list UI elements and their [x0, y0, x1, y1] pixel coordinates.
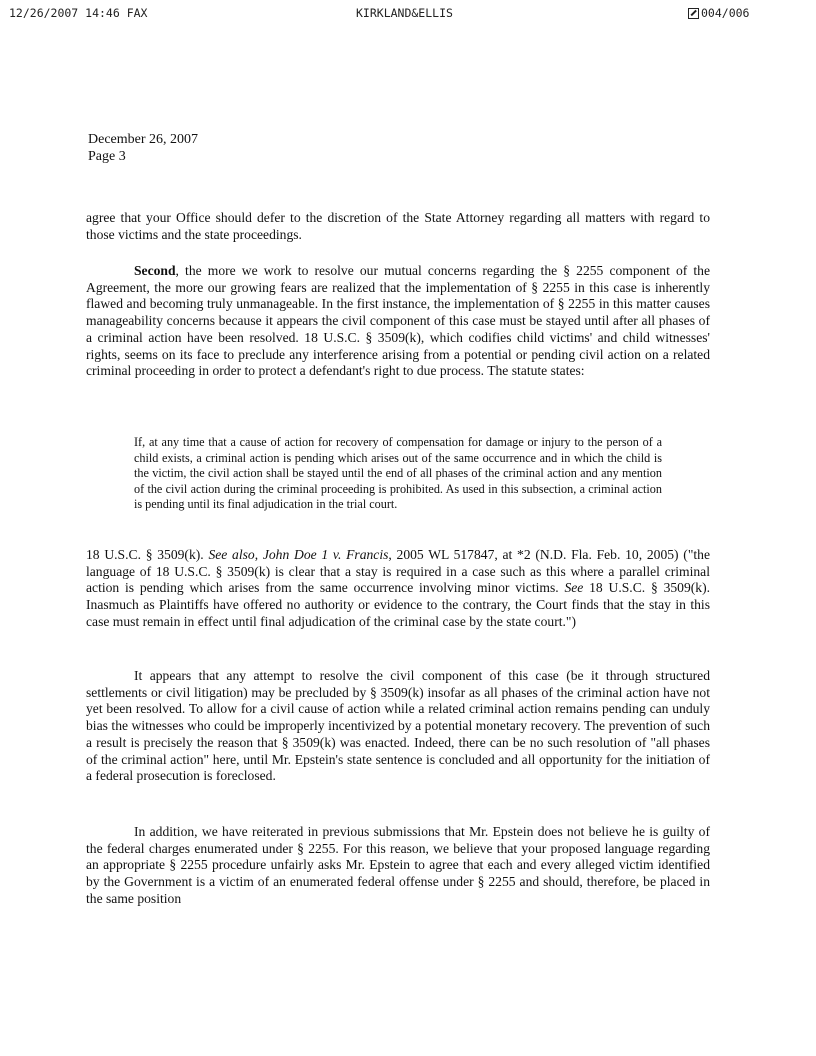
citation-statute: 18 U.S.C. § 3509(k).	[86, 547, 209, 562]
paragraph-citation	[86, 547, 710, 631]
fax-firm-name: KIRKLAND&ELLIS	[356, 6, 453, 20]
citation-see: See	[564, 580, 584, 596]
fax-checkbox-icon	[688, 8, 699, 19]
fax-header	[0, 6, 816, 24]
paragraph-third	[86, 668, 710, 785]
letter-page-number: Page 3	[88, 149, 126, 164]
paragraph-continuation: agree that your Office should defer to the discretion of the State Attorney regarding all matters with regard to those victims and the state proceedings.	[86, 210, 710, 242]
letter-heading	[88, 131, 198, 165]
citation-tail: 18 U.S.C. § 3509(k). Inasmuch as Plaintiffs have offered no authority or evidence to the contrary, the Court finds that the stay in this case must remain in effect until final adjudication of the criminal case by the state court.")	[86, 580, 711, 629]
paragraph-second	[86, 263, 710, 380]
citation-comma: ,	[254, 547, 263, 562]
fax-page-counter	[688, 6, 749, 20]
paragraph-third-text: It appears that any attempt to resolve the civil component of this case (be it through structured settlements or civil litigation) may be precluded by § 3509(k) insofar as all phases of the criminal action have not yet been resolved. To allow for a civil cause of action while a related criminal action remains pending can unduly bias the witnesses who could be improperly incentivized by a potential monetary recovery. The prevention of such a result is precisely the reason that § 3509(k) was enacted. Indeed, there can be no such resolution of "all phases of the criminal action" here, until Mr. Epstein's state sentence is concluded and all opportunity for the initiation of a federal prosecution is foreclosed.	[86, 668, 710, 784]
citation-text: , 2005 WL 517847, at *2 (N.D. Fla. Feb. 10, 2005) ("the language of 18 U.S.C. § 3509(k) is clear that a stay is required in a case such as this where a parallel criminal action is pending which arises from the same occurrence involving minor victims.	[86, 547, 710, 596]
block-quote-statute: If, at any time that a cause of action for recovery of compensation for damage or injury to the person of a child exists, a criminal action is pending which arises out of the same occurrence and in which the child is the victim, the civil action shall be stayed until the end of all phases of the criminal action and any mention of the civil action during the criminal proceeding is prohibited. As used in this subsection, a criminal action is pending until its final adjudication in the trial court.	[134, 435, 662, 512]
citation-see-also: See also	[208, 547, 255, 562]
paragraph-lead-word: Second	[134, 263, 176, 278]
paragraph-second-text: , the more we work to resolve our mutual concerns regarding the § 2255 component of the Agreement, the more our growing fears are realized that the implementation of § 2255 in this case is inherently flawed and becoming truly unmanageable. In the first instance, the implementation of § 2255 in this matter causes manageability concerns because it appears the civil component of this case must be stayed until after all phases of a criminal action have been resolved. 18 U.S.C. § 3509(k), which codifies child victims' and child witnesses' rights, seems on its face to preclude any interference arising from a potential or pending civil action on a related criminal proceeding in order to protect a defendant's right to due process. The statute states:	[86, 263, 710, 379]
letter-date: December 26, 2007	[88, 132, 199, 147]
fax-datetime: 12/26/2007 14:46 FAX	[9, 6, 148, 20]
paragraph-fourth	[86, 824, 710, 908]
citation-case-name: John Doe 1 v. Francis	[262, 547, 389, 562]
paragraph-fourth-text: In addition, we have reiterated in previous submissions that Mr. Epstein does not believe he is guilty of the federal charges enumerated under § 2255. For this reason, we believe that your proposed language regarding an appropriate § 2255 procedure unfairly asks Mr. Epstein to agree that each and every alleged victim identified by the Government is a victim of an enumerated federal offense under § 2255 and should, therefore, be placed in the same position	[86, 824, 710, 906]
fax-page-count: 004/006	[701, 6, 750, 20]
